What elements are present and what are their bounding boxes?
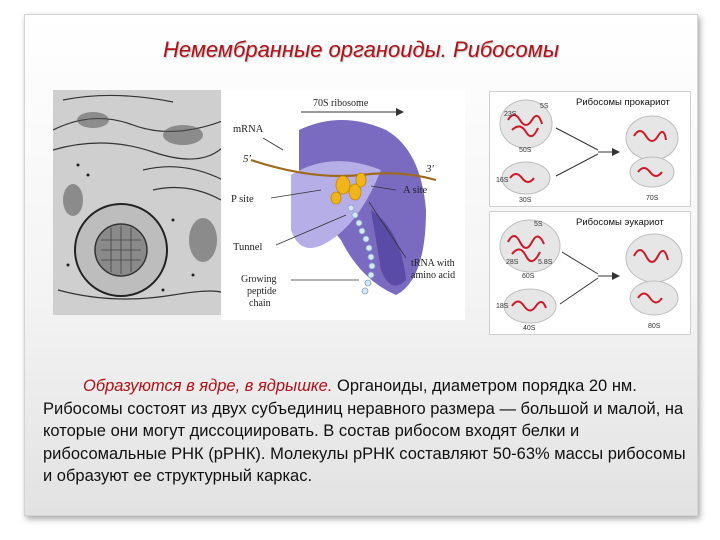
- label-70s-ribosome: 70S ribosome: [313, 98, 369, 109]
- label-5s-euk: 5S: [534, 221, 543, 228]
- label-3-prime: 3′: [426, 163, 434, 175]
- label-p-site: P site: [231, 194, 254, 205]
- label-50s: 50S: [519, 147, 532, 154]
- slide-title: Немембранные органоиды. Рибосомы: [162, 37, 560, 62]
- label-tunnel: Tunnel: [233, 242, 263, 253]
- label-growing-line1: Growing: [241, 274, 277, 285]
- eukaryote-ribosomes-diagram: [490, 212, 690, 334]
- label-5-prime: 5′: [243, 153, 251, 165]
- label-5s-pro: 5S: [540, 103, 549, 110]
- paragraph-text: Органоиды, диаметром порядка 20 нм. Рибосомы состоят из двух субъединиц неравного размера — большой и малой, на которые они могут диссоциировать. В состав рибосом входят белки и рибосомальные РНК (рРНК). Молекулы рРНК составляют 50-63% массы рибосомы и образуют ее структурный каркас.: [43, 377, 686, 485]
- label-18s: 18S: [496, 303, 509, 310]
- prokaryote-ribosomes-diagram: [490, 92, 690, 206]
- label-trna-line1: tRNA with: [411, 258, 455, 269]
- ribosome-illustration: [221, 90, 465, 320]
- micrograph-image: [53, 90, 225, 315]
- label-80s: 80S: [648, 323, 661, 330]
- prokaryote-heading: Рибосомы прокариот: [576, 97, 670, 108]
- eukaryote-ribosomes-panel: [489, 211, 691, 335]
- label-16s: 16S: [496, 177, 509, 184]
- label-growing-line3: chain: [249, 298, 271, 309]
- slide: [24, 14, 698, 516]
- label-40s: 40S: [523, 325, 536, 332]
- label-23s: 23S: [504, 111, 517, 118]
- label-70s: 70S: [646, 195, 659, 202]
- label-30s: 30S: [519, 197, 532, 204]
- label-mrna: mRNA: [233, 124, 264, 135]
- eukaryote-heading: Рибосомы эукариот: [576, 217, 664, 228]
- label-60s: 60S: [522, 273, 535, 280]
- ribosome-diagram: [221, 90, 465, 320]
- description-paragraph: [43, 375, 693, 488]
- label-trna-line2: amino acid: [411, 270, 456, 281]
- prokaryote-ribosomes-panel: [489, 91, 691, 207]
- label-a-site: A site: [403, 185, 428, 196]
- label-5-8s: 5.8S: [538, 259, 553, 266]
- label-growing-line2: peptide: [247, 286, 277, 297]
- paragraph-lead: Образуются в ядре, в ядрышке.: [83, 377, 333, 395]
- label-28s: 28S: [506, 259, 519, 266]
- cell-micrograph: [53, 90, 225, 315]
